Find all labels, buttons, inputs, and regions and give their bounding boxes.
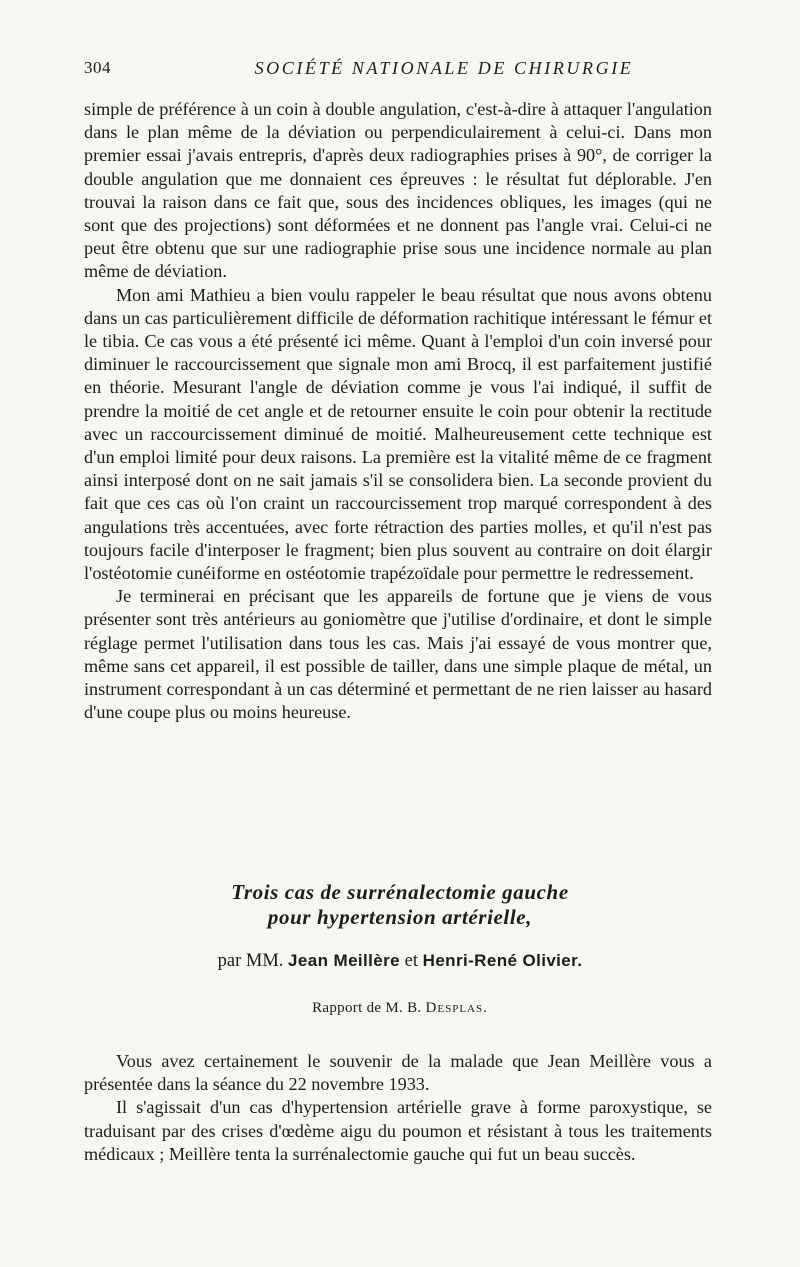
paragraph: Vous avez certainement le souvenir de la malade que Jean Meillère vous a présentée dans la séance du 22 novembre 1933. [84,1051,712,1095]
author-name: Jean Meillère [288,951,401,970]
paragraph: Mon ami Mathieu a bien voulu rappeler le beau résultat que nous avons obtenu dans un cas particulièrement difficile de déformation rachitique intéressant le fémur et le tibia. Ce cas vous a été présenté ici même. Quant à l'emploi d'un coin inversé pour diminuer le raccourcissement que signale mon ami Brocq, il est parfaitement justifié en théorie. Mesurant l'angle de déviation comme je vous l'ai indiqué, il suffit de prendre la moitié de cet angle et de retourner ensuite le coin pour obtenir la rectitude avec un raccourcissement diminué de moitié. Malheureusement cette technique est d'un emploi limité pour deux raisons. La première est la vitalité même de ce fragment ainsi interposé dont on ne sait jamais s'il se consolidera bien. La seconde provient du fait que ces cas où l'on craint un raccourcissement trop marqué correspondent à des angulations très accentuées, avec forte rétraction des parties molles, et qu'il n'est pas toujours facile d'interposer le fragment; bien plus souvent au contraire on doit élargir l'ostéotomie cunéiforme en ostéotomie trapézoïdale pour permettre le redressement. [84,284,712,584]
paragraph: Il s'agissait d'un cas d'hypertension artérielle grave à forme paroxystique, se traduisant par des crises d'œdème aigu du poumon et résistant à tous les traitements médicaux ; Meillère tenta la surrénalectomie gauche qui fut un beau succès. [84,1097,712,1164]
author-name: Henri-René Olivier. [422,951,583,970]
report-author: Desplas. [425,1000,488,1016]
paragraph: simple de préférence à un coin à double angulation, c'est-à-dire à attaquer l'angulation dans le plan même de la déviation ou perpendiculairement à celui-ci. Dans mon premier essai j'avais entrepris, d'après deux radiographies prises à 90°, de corriger la double angulation que me donnaient ces épreuves : le résultat fut déplorable. J'en trouvai la raison dans ce fait que, sous des incidences obliques, les images (qui ne sont que des projections) sont déformées et ne donnent pas l'angle vrai. Celui-ci ne peut être obtenu que sur une radiographie prise sous une incidence normale au plan même de déviation. [84,99,712,282]
article-title [84,880,716,930]
article-text [84,1050,712,1166]
report-line [84,1000,716,1017]
paragraph: Je terminerai en précisant que les appareils de fortune que je viens de vous présenter sont très antérieurs au goniomètre que j'utilise d'ordinaire, et dont le simple réglage permet l'utilisation dans tous les cas. Mais j'ai essayé de vous montrer que, même sans cet appareil, il est possible de tailler, dans une simple plaque de métal, un instrument correspondant à un cas déterminé et permettant de ne rien laisser au hasard d'une coupe plus ou moins heureuse. [84,586,712,723]
page-number: 304 [84,58,111,77]
byline [84,951,716,972]
journal-title: SOCIÉTÉ NATIONALE DE CHIRURGIE [254,58,634,78]
running-head [84,58,716,84]
article-title-line: pour hypertension artérielle, [267,905,533,929]
byline-conjunction: et [404,951,419,971]
byline-prefix: par MM. [217,951,284,971]
article-title-line: Trois cas de surrénalectomie gauche [231,880,569,904]
report-prefix: Rapport de M. B. [312,1000,422,1016]
previous-article-text [84,98,712,724]
